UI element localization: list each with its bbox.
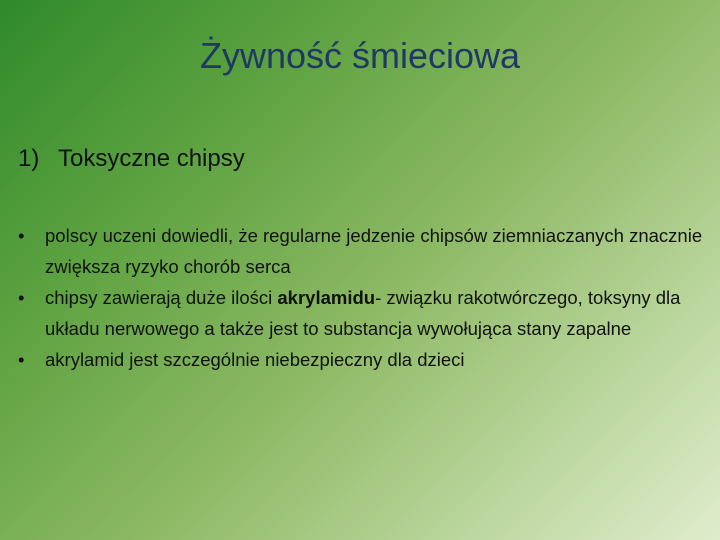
bullet-text-2-prefix: chipsy zawierają duże ilości: [45, 287, 278, 308]
bullet-list: [18, 220, 708, 375]
slide-title: Żywność śmieciowa: [199, 35, 521, 76]
subtitle-text: Toksyczne chipsy: [58, 145, 245, 172]
bullet-item-3: [18, 344, 708, 375]
bullet-text-3: akrylamid jest szczególnie niebezpieczny dla dzieci: [45, 349, 465, 370]
subtitle-number: 1): [18, 145, 40, 172]
subtitle: [18, 145, 245, 174]
bullet-item-1: [18, 220, 708, 282]
bullet-dot-icon: •: [18, 349, 25, 370]
bullet-dot-icon: •: [18, 225, 25, 246]
bullet-text-2-bold: akrylamidu: [277, 287, 376, 308]
bullet-item-2: [18, 282, 708, 344]
bullet-dot-icon: •: [18, 287, 25, 308]
bullet-text-1: polscy uczeni dowiedli, że regularne jedzenie chipsów ziemniaczanych znacznie zwiększa ryzyko chorób serca: [45, 225, 703, 277]
bullet-text-2-suffix: - związku rakotwórczego, toksyny dla układu nerwowego a także jest to substancja wywołująca stany zapalne: [45, 287, 681, 339]
